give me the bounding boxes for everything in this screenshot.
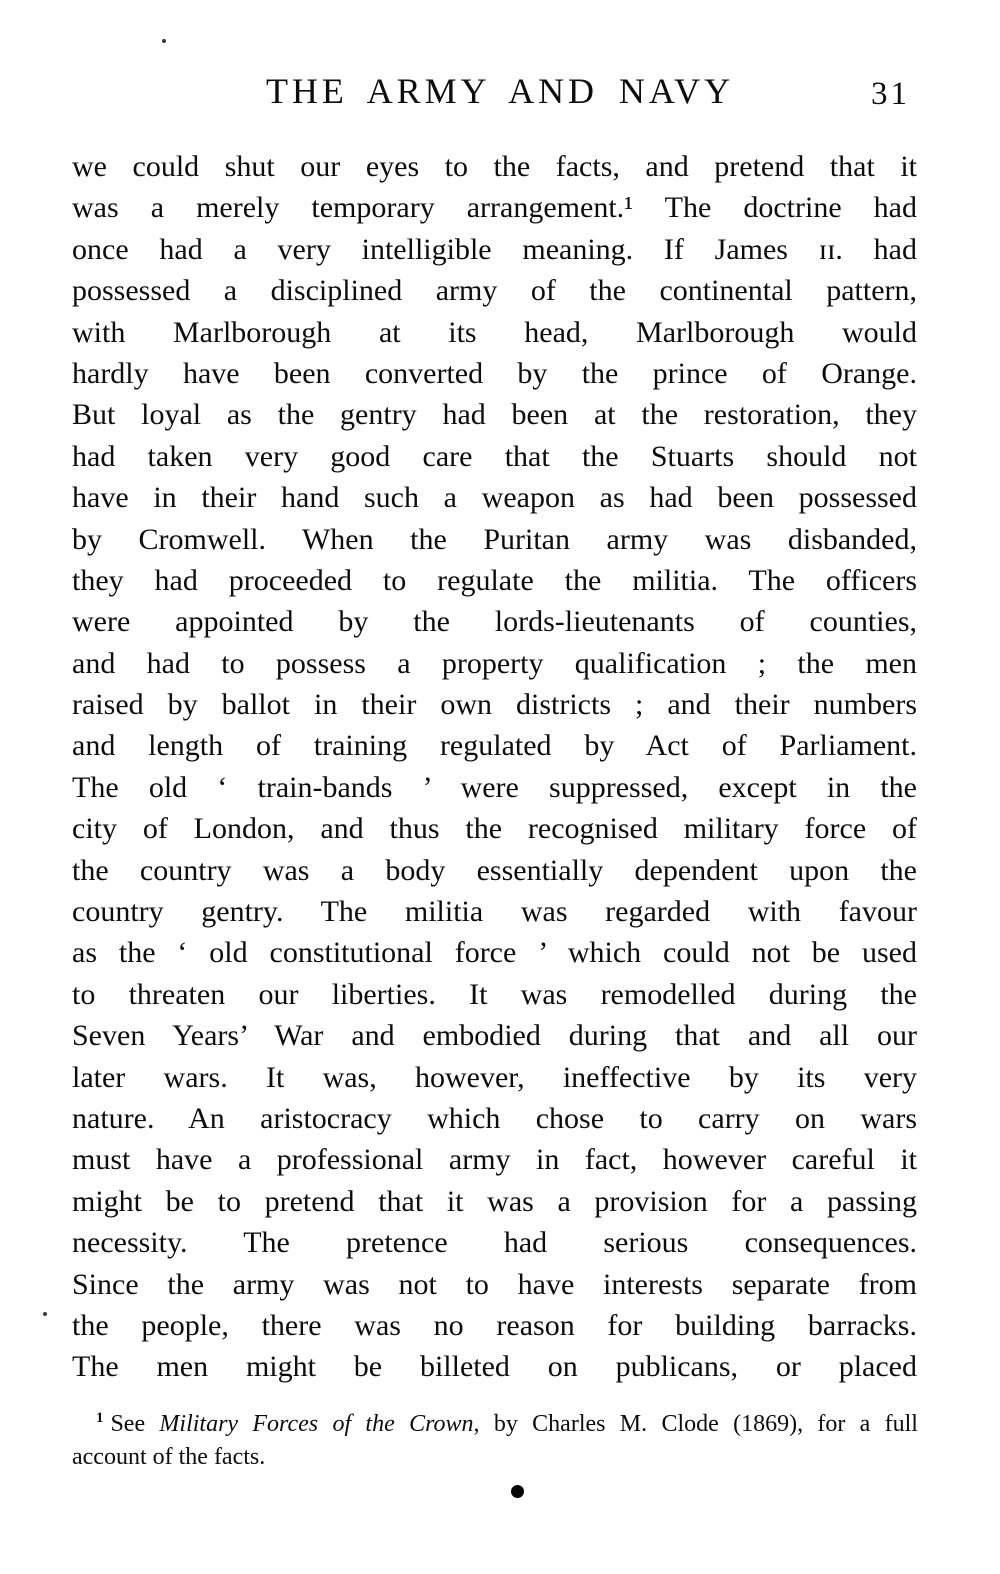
scan-speck bbox=[162, 39, 166, 43]
footnote-work-title: Military Forces of the Crown bbox=[159, 1411, 474, 1437]
body-text-line: hardly have been converted by the prince of Orange. bbox=[72, 356, 917, 390]
running-title: THE ARMY AND NAVY bbox=[265, 71, 735, 111]
body-text-line: as the ‘ old constitutional force ’ which could not be used bbox=[72, 936, 917, 970]
body-text-line: the country was a body essentially dependent upon the bbox=[72, 853, 917, 887]
printers-dot-ornament bbox=[511, 1485, 524, 1498]
body-text-line: they had proceeded to regulate the militia. The officers bbox=[72, 563, 917, 597]
body-text-line: country gentry. The militia was regarded with favour bbox=[72, 895, 917, 929]
body-text-line: had taken very good care that the Stuarts should not bbox=[72, 439, 917, 473]
body-text-line: necessity. The pretence had serious consequences. bbox=[72, 1226, 917, 1260]
footnote-text-pre: See bbox=[110, 1411, 160, 1437]
body-text-line: we could shut our eyes to the facts, and pretend that it bbox=[72, 150, 917, 183]
footnote bbox=[72, 1408, 918, 1474]
body-text-line: Since the army was not to have interests separate from bbox=[72, 1267, 917, 1301]
body-text-line: later wars. It was, however, ineffective by its very bbox=[72, 1060, 917, 1094]
body-text-line: by Cromwell. When the Puritan army was disbanded, bbox=[72, 522, 917, 556]
body-text-line: to threaten our liberties. It was remodelled during the bbox=[72, 977, 917, 1011]
body-text-line: once had a very intelligible meaning. If James ɪɪ. had bbox=[72, 232, 917, 266]
body-text-line: city of London, and thus the recognised military force of bbox=[72, 812, 917, 846]
body-text-line: The old ‘ train-bands ’ were suppressed, except in the bbox=[72, 770, 917, 804]
body-text-line: have in their hand such a weapon as had been possessed bbox=[72, 481, 917, 515]
body-text-line: The men might be billeted on publicans, or placed bbox=[72, 1350, 917, 1384]
body-text bbox=[72, 146, 917, 1388]
page-number: 31 bbox=[871, 76, 910, 112]
body-text-line: must have a professional army in fact, however careful it bbox=[72, 1143, 917, 1177]
body-text-line: with Marlborough at its head, Marlborough would bbox=[72, 315, 917, 349]
body-text-line: was a merely temporary arrangement.¹ The doctrine had bbox=[72, 191, 917, 225]
body-text-line: nature. An aristocracy which chose to carry on wars bbox=[72, 1101, 917, 1135]
body-text-line: might be to pretend that it was a provision for a passing bbox=[72, 1184, 917, 1218]
body-text-line: and had to possess a property qualification ; the men bbox=[72, 646, 917, 680]
body-text-line: raised by ballot in their own districts ; and their numbers bbox=[72, 688, 917, 722]
body-text-line: were appointed by the lords-lieutenants of counties, bbox=[72, 605, 917, 639]
body-text-line: But loyal as the gentry had been at the restoration, they bbox=[72, 398, 917, 432]
scan-speck bbox=[43, 1312, 47, 1316]
body-text-line: Seven Years’ War and embodied during that and all our bbox=[72, 1019, 917, 1053]
body-text-line: possessed a disciplined army of the continental pattern, bbox=[72, 274, 917, 308]
body-text-line: the people, there was no reason for building barracks. bbox=[72, 1308, 917, 1342]
footnote-marker: 1 bbox=[96, 1410, 104, 1426]
footnote-line-1 bbox=[72, 1408, 918, 1441]
body-text-line: and length of training regulated by Act of Parliament. bbox=[72, 729, 917, 763]
footnote-text-post: , by Charles M. Clode (1869), for a full bbox=[473, 1411, 918, 1437]
footnote-line-2: account of the facts. bbox=[72, 1444, 266, 1470]
